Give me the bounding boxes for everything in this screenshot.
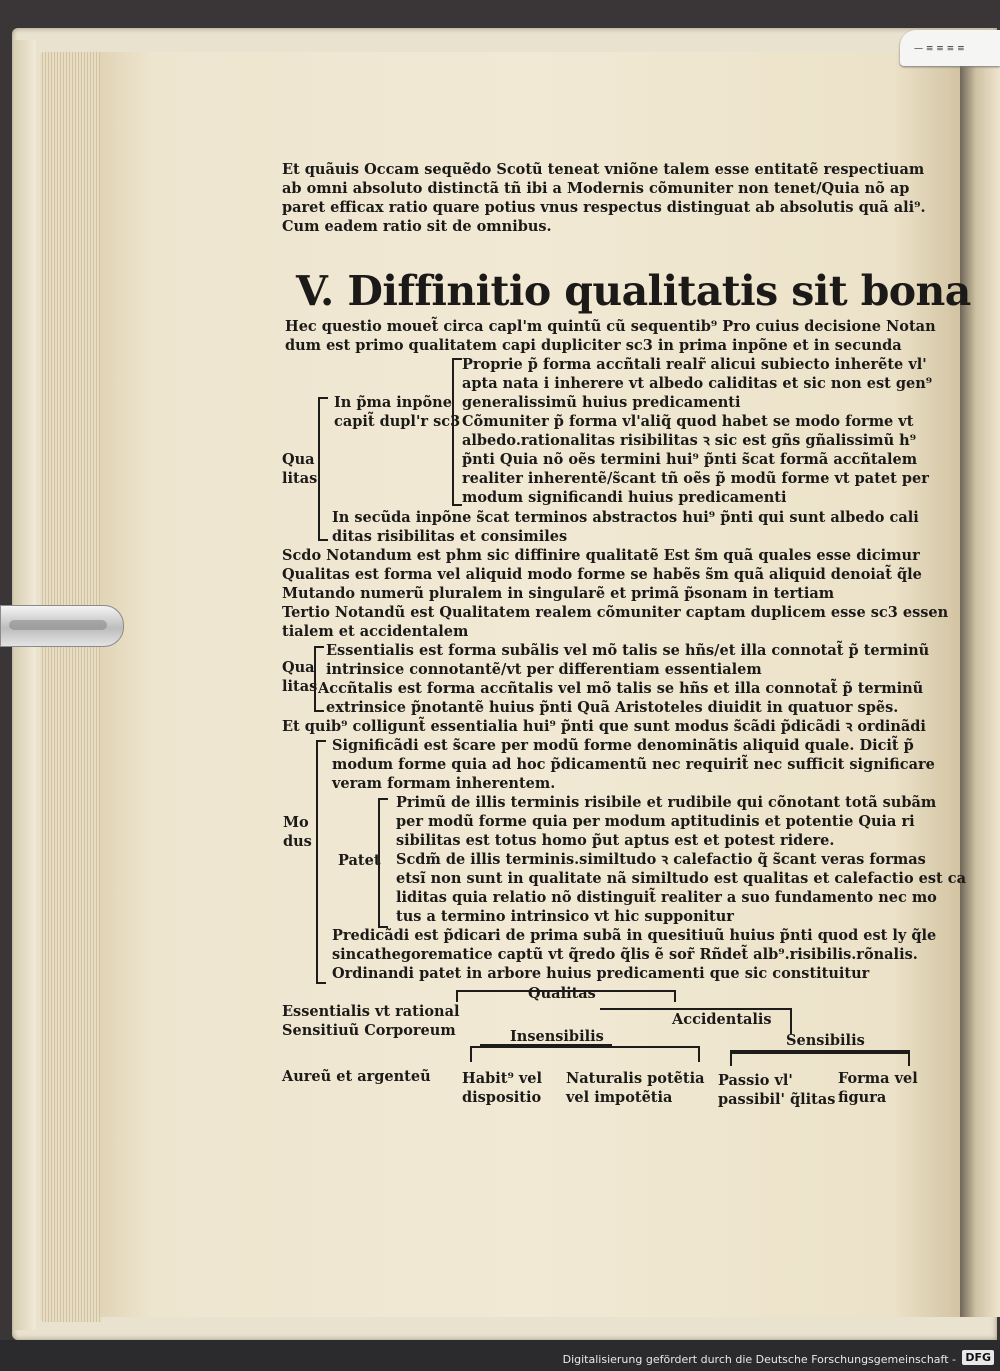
tree-node: Sensitiuũ Corporeum xyxy=(282,1022,456,1039)
text-line: albedo.rationalitas risibilitas ꝛ sic est gñs gñalissimũ h⁹ xyxy=(462,432,917,449)
text-line: Proprie p̃ forma accñtali realr̃ alicui subiecto inherẽte vl' xyxy=(462,356,927,373)
text-line: sincathegorematice captũ vt q̃redo q̃lis ẽ sor̃ Rñdet̃ alb⁹.risibilis.rõnalis. xyxy=(332,946,918,963)
text-line: Qualitas est forma vel aliquid modo forme se habẽs s̃m quã aliquid denoiat̃ q̃le xyxy=(282,566,922,583)
tree-node: Essentialis vt rational xyxy=(282,1003,460,1020)
tree-branch xyxy=(730,1040,910,1052)
tree-node: Sensibilis xyxy=(786,1032,865,1049)
page-title: V. Diffinitio qualitatis sit bona xyxy=(296,267,971,315)
dfg-logo: DFG xyxy=(962,1350,994,1365)
text-line: veram formam inherentem. xyxy=(332,775,556,792)
text-line: Et quib⁹ colligunt̃ essentialia hui⁹ p̃nti que sunt modus s̃cãdi p̃dicãdi ꝛ ordinãdi xyxy=(282,718,926,735)
text-line: Predicãdi est p̃dicari de prima subã in quesitiuũ huius p̃nti quod est ly q̃le xyxy=(332,927,937,944)
brace-label: Qua xyxy=(282,451,315,468)
text-line: Et quãuis Occam sequẽdo Scotũ teneat vniõne talem esse entitatẽ respectiuam xyxy=(282,161,925,178)
tree-branch xyxy=(470,1046,700,1062)
text-line: Mutando numerũ pluralem in singularẽ et primã p̃sonam in tertiam xyxy=(282,585,835,602)
tree-leaf: figura xyxy=(838,1089,887,1106)
text-line: modum significandi huius predicamenti xyxy=(462,489,787,506)
tree-leaf: vel impotẽtia xyxy=(566,1089,673,1106)
text-line: In secũda inpõne s̃cat terminos abstractos hui⁹ p̃nti qui sunt albedo cali xyxy=(332,509,919,526)
brace xyxy=(314,646,324,712)
text-line: Cum eadem ratio sit de omnibus. xyxy=(282,218,552,235)
text-line: extrinsice p̃notantẽ huius p̃nti Quã Aristoteles diuidit in quatuor spẽs. xyxy=(326,699,899,716)
tree-leaf: Habit⁹ vel xyxy=(462,1070,542,1087)
footer-credit: Digitalisierung gefördert durch die Deutsche Forschungsgemeinschaft - xyxy=(562,1353,956,1366)
tree-node: Insensibilis xyxy=(510,1028,604,1045)
text-line: Cõmuniter p̃ forma vl'aliq̃ quod habet se modo forme vt xyxy=(462,413,914,430)
text-line: Scdm̃ de illis terminis.similtudo ꝛ calefactio q̃ s̃cant veras formas xyxy=(396,851,926,868)
text-line: tus a termino intrinsico vt hic supponitur xyxy=(396,908,734,925)
brace-label: Mo xyxy=(283,814,309,831)
brace xyxy=(452,358,462,506)
scan-clip xyxy=(0,605,124,647)
brace-label: In p̃ma inpõne xyxy=(334,394,452,411)
text-line: intrinsice connotantẽ/vt per differentiam essentialem xyxy=(326,661,762,678)
brace-label: Qua xyxy=(282,659,315,676)
bookmark-tab xyxy=(900,30,1000,66)
text-line: sibilitas est totus homo p̃ut aptus est et potest ridere. xyxy=(396,832,835,849)
text-line: modum forme quia ad hoc p̃dicamentũ nec requirit̃ nec sufficit significare xyxy=(332,756,935,773)
text-line: ab omni absoluto distinctã tñ ibi a Modernis cõmuniter non tenet/Quia nõ ap xyxy=(282,180,910,197)
text-line: Scdo Notandum est phm sic diffinire qualitatẽ Est s̃m quã quales esse dicimur xyxy=(282,547,920,564)
text-line: etsĩ non sunt in qualitate nã similtudo est qualitas et calefactio est ca xyxy=(396,870,967,887)
tree-leaf: Passio vl' xyxy=(718,1072,793,1089)
text-line: liditas quia relatio nõ distinguit̃ realiter a suo fundamento nec mo xyxy=(396,889,937,906)
text-line: ditas risibilitas et consimiles xyxy=(332,528,568,545)
text-line: Hec questio mouet̃ circa capl'm quintũ cũ sequentib⁹ Pro cuius decisione Notan xyxy=(285,318,936,335)
brace xyxy=(318,397,328,541)
tree-branch xyxy=(730,1052,910,1066)
tree-branch xyxy=(480,1036,612,1046)
gutter-shadow xyxy=(960,52,1000,1317)
tree-leaf: Forma vel xyxy=(838,1070,918,1087)
text-line: p̃nti Quia nõ oẽs termini hui⁹ p̃nti s̃cat formã accñtalem xyxy=(462,451,918,468)
text-line: per modũ forme quia per modum aptitudinis et potentie Quia ri xyxy=(396,813,915,830)
text-line: Ordinandi patet in arbore huius predicamenti que sic constituitur xyxy=(332,965,870,982)
text-line: paret efficax ratio quare potius vnus respectus distinguat ab absolutis quã ali⁹. xyxy=(282,199,926,216)
text-line: realiter inherentẽ/s̃cant tñ oẽs p̃ modũ forme vt patet per xyxy=(462,470,929,487)
tree-leaf: Naturalis potẽtia xyxy=(566,1070,705,1087)
text-line: apta nata i inherere vt albedo caliditas et sic non est gen⁹ xyxy=(462,375,933,392)
tree-leaf: passibil' q̃litas xyxy=(718,1091,836,1108)
brace xyxy=(316,740,326,984)
text-line: Tertio Notandũ est Qualitatem realem cõmuniter captam duplicem esse sc3 essen xyxy=(282,604,949,621)
page-edges xyxy=(40,52,102,1322)
tree-node: Accidentalis xyxy=(672,1011,772,1028)
book-board xyxy=(14,40,36,1330)
brace-label: litas xyxy=(282,470,318,487)
text-line: generalissimũ huius predicamenti xyxy=(462,394,741,411)
tree-branch xyxy=(600,1008,792,1034)
text-line: tialem et accidentalem xyxy=(282,623,469,640)
brace-label: litas xyxy=(282,678,318,695)
text-line: dum est primo qualitatem capi dupliciter sc3 in prima inpõne et in secunda xyxy=(285,337,902,354)
brace-label: capit̃ dupl'r sc3 xyxy=(334,413,461,430)
brace-label: dus xyxy=(283,833,312,850)
bookmark-tab-text: — ≡ ≡ ≡ ≡ xyxy=(914,44,965,54)
tree-node: Aureũ et argenteũ xyxy=(282,1068,431,1085)
tree-node-root: Qualitas xyxy=(528,985,596,1002)
text-line: Primũ de illis terminis risibile et rudibile qui cõnotant totã subãm xyxy=(396,794,937,811)
brace-label: Patet xyxy=(338,852,381,869)
text-line: Accñtalis est forma accñtalis vel mõ talis se hñs et illa connotat̃ p̃ terminũ xyxy=(318,680,924,697)
text-line: Essentialis est forma subãlis vel mõ talis se hñs/et illa connotat̃ p̃ terminũ xyxy=(326,642,930,659)
tree-leaf: dispositio xyxy=(462,1089,542,1106)
text-line: Significãdi est s̃care per modũ forme denominãtis aliquid quale. Dicit̃ p̃ xyxy=(332,737,914,754)
